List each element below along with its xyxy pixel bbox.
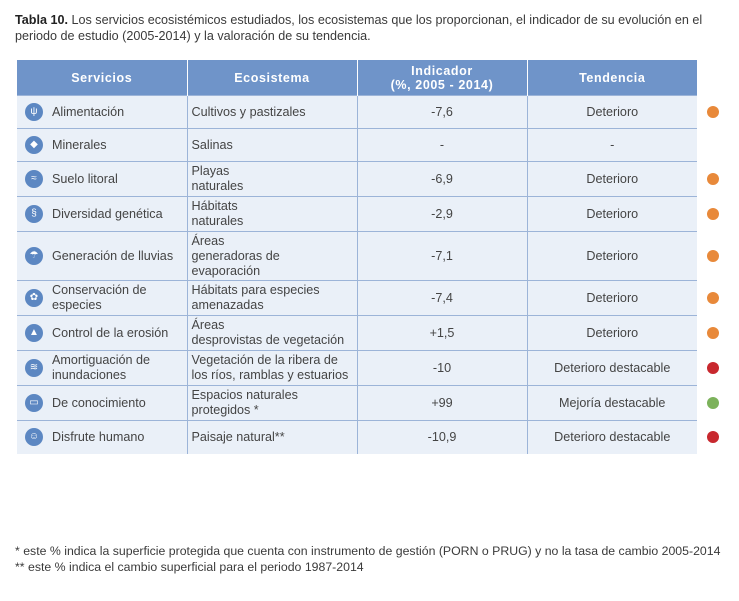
indicator-cell: +1,5 bbox=[357, 316, 527, 351]
footnote: * este % indica la superficie protegida que cuenta con instrumento de gestión (PORN o PRUG) y no la tasa de cambio 2005-2014 bbox=[15, 544, 721, 558]
trend-cell: Deterioro bbox=[527, 162, 697, 197]
caption-label: Tabla 10. bbox=[15, 13, 68, 27]
wheat-icon: ψ bbox=[25, 103, 43, 121]
erosion-icon: ▲ bbox=[25, 324, 43, 342]
book-icon: ▭ bbox=[25, 394, 43, 412]
trend-dot bbox=[707, 327, 719, 339]
indicator-cell: +99 bbox=[357, 386, 527, 421]
ecosystem-cell: Espacios naturales protegidos * bbox=[187, 386, 357, 421]
service-label: Disfrute humano bbox=[52, 429, 145, 444]
service-cell bbox=[17, 386, 187, 421]
table-row bbox=[17, 386, 697, 421]
table-caption bbox=[15, 12, 725, 44]
ecosystem-cell: Hábitats para especies amenazadas bbox=[187, 281, 357, 316]
trend-dot bbox=[707, 362, 719, 374]
species-icon: ✿ bbox=[25, 289, 43, 307]
coast-icon: ≈ bbox=[25, 170, 43, 188]
trend-cell: Deterioro bbox=[527, 316, 697, 351]
service-cell bbox=[17, 281, 187, 316]
trend-dot bbox=[707, 250, 719, 262]
rain-icon: ☂ bbox=[25, 247, 43, 265]
service-cell bbox=[17, 197, 187, 232]
ecosystem-cell: Áreas generadoras de evaporación bbox=[187, 232, 357, 281]
trend-cell: Deterioro destacable bbox=[527, 351, 697, 386]
service-cell bbox=[17, 421, 187, 454]
service-label: Minerales bbox=[52, 137, 107, 152]
table-row bbox=[17, 129, 697, 162]
header-tendencia: Tendencia bbox=[527, 60, 697, 96]
indicator-cell: -2,9 bbox=[357, 197, 527, 232]
trend-dot bbox=[707, 173, 719, 185]
indicator-cell: -7,4 bbox=[357, 281, 527, 316]
dna-icon: § bbox=[25, 205, 43, 223]
service-cell bbox=[17, 162, 187, 197]
mineral-icon: ◆ bbox=[25, 136, 43, 154]
ecosystem-cell: Paisaje natural** bbox=[187, 421, 357, 454]
ecosystem-cell: Vegetación de la ribera de los ríos, ramblas y estuarios bbox=[187, 351, 357, 386]
service-label: Suelo litoral bbox=[52, 171, 118, 186]
ecosystem-cell: Cultivos y pastizales bbox=[187, 96, 357, 129]
header-row bbox=[17, 60, 697, 96]
service-label: Generación de lluvias bbox=[52, 248, 174, 263]
indicator-cell: -7,6 bbox=[357, 96, 527, 129]
service-label: Amortiguación de inundaciones bbox=[52, 353, 151, 382]
indicator-cell: -7,1 bbox=[357, 232, 527, 281]
ecosystem-cell: Salinas bbox=[187, 129, 357, 162]
trend-dot bbox=[707, 431, 719, 443]
trend-dot bbox=[707, 397, 719, 409]
table-row bbox=[17, 316, 697, 351]
trend-dot bbox=[707, 208, 719, 220]
trend-dot bbox=[707, 106, 719, 118]
service-label: Control de la erosión bbox=[52, 325, 169, 340]
service-cell bbox=[17, 316, 187, 351]
service-cell bbox=[17, 351, 187, 386]
header-servicios: Servicios bbox=[17, 60, 187, 96]
table-row bbox=[17, 197, 697, 232]
service-cell bbox=[17, 96, 187, 129]
indicator-cell: -10 bbox=[357, 351, 527, 386]
trend-cell: Deterioro bbox=[527, 197, 697, 232]
footnote: ** este % indica el cambio superficial para el periodo 1987-2014 bbox=[15, 559, 364, 574]
footnotes bbox=[15, 544, 725, 575]
header-ecosistema: Ecosistema bbox=[187, 60, 357, 96]
ecosystem-services-table bbox=[17, 60, 697, 454]
indicator-cell: - bbox=[357, 129, 527, 162]
smile-icon: ☺ bbox=[25, 428, 43, 446]
indicator-cell: -6,9 bbox=[357, 162, 527, 197]
ecosystem-cell: Áreas desprovistas de vegetación bbox=[187, 316, 357, 351]
table-row bbox=[17, 421, 697, 454]
table-row bbox=[17, 281, 697, 316]
ecosystem-cell: Hábitats naturales bbox=[187, 197, 357, 232]
service-cell bbox=[17, 232, 187, 281]
indicator-cell: -10,9 bbox=[357, 421, 527, 454]
service-label: Conservación de especies bbox=[52, 283, 147, 312]
header-indicador: Indicador (%, 2005 - 2014) bbox=[357, 60, 527, 96]
caption-text: Los servicios ecosistémicos estudiados, los ecosistemas que los proporcionan, el indicador de su evolución en el periodo de estudio (2005-2014) y la valoración de su tendencia. bbox=[15, 13, 703, 43]
trend-dot bbox=[707, 292, 719, 304]
ecosystem-cell: Playas naturales bbox=[187, 162, 357, 197]
service-label: De conocimiento bbox=[52, 395, 146, 410]
table-row bbox=[17, 96, 697, 129]
service-cell bbox=[17, 129, 187, 162]
service-label: Diversidad genética bbox=[52, 206, 163, 221]
table-row bbox=[17, 232, 697, 281]
service-label: Alimentación bbox=[52, 104, 125, 119]
trend-cell: Deterioro bbox=[527, 232, 697, 281]
trend-cell: Deterioro destacable bbox=[527, 421, 697, 454]
trend-cell: Mejoría destacable bbox=[527, 386, 697, 421]
table-row bbox=[17, 351, 697, 386]
flood-icon: ≋ bbox=[25, 359, 43, 377]
trend-cell: - bbox=[527, 129, 697, 162]
trend-cell: Deterioro bbox=[527, 96, 697, 129]
table-row bbox=[17, 162, 697, 197]
trend-cell: Deterioro bbox=[527, 281, 697, 316]
